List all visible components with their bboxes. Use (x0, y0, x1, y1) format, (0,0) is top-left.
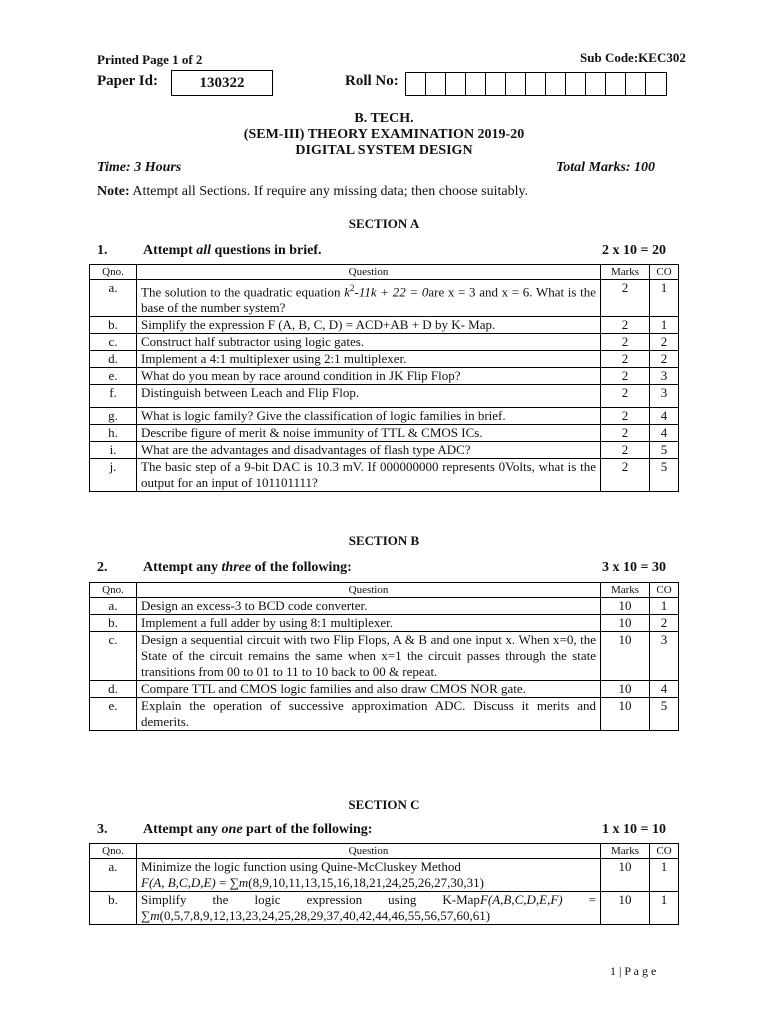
row-co: 1 (650, 317, 679, 334)
table-row (90, 632, 679, 681)
total-marks-label: Total Marks: 100 (556, 160, 656, 175)
row-question: Implement a full adder by using 8:1 multiplexer. (137, 615, 601, 632)
note (97, 184, 528, 200)
row-question: Design a sequential circuit with two Flip Flops, A & B and one input x. When x=0, the State of the circuit remains the same when x=1 the circuit passes through the state transitions from 00 to 01 to 11 to 10 back to 00 & repeat. (137, 632, 601, 681)
header-marks: Marks (601, 265, 650, 280)
row-co: 2 (650, 351, 679, 368)
row-question: Describe figure of merit & noise immunity of TTL & CMOS ICs. (137, 425, 601, 442)
instr-pre: Attempt any (143, 822, 222, 837)
row-co: 5 (650, 698, 679, 731)
section-b-marks: 3 x 10 = 30 (602, 560, 666, 575)
roll-no-box[interactable] (646, 73, 666, 95)
row-qno: d. (90, 681, 137, 698)
table-header-row (90, 844, 679, 859)
section-b-table (89, 582, 679, 731)
instr-em: three (221, 560, 252, 575)
row-marks: 10 (601, 698, 650, 731)
section-c-table (89, 843, 679, 925)
roll-no-box[interactable] (426, 73, 446, 95)
row-question: Simplify the logic expression using K-MapF(A,B,C,D,E,F) = ∑m(0,5,7,8,9,12,13,23,24,25,28,29,37,40,42,44,46,55,56,57,60,61) (137, 892, 601, 925)
roll-no-box[interactable] (406, 73, 426, 95)
row-marks: 2 (601, 280, 650, 317)
roll-no-box[interactable] (446, 73, 466, 95)
row-qno: e. (90, 698, 137, 731)
row-co: 1 (650, 892, 679, 925)
time-label: Time: 3 Hours (97, 160, 182, 175)
instr-em: one (221, 822, 243, 837)
row-qno: d. (90, 351, 137, 368)
row-marks: 10 (601, 598, 650, 615)
header-marks: Marks (601, 844, 650, 859)
instr-post: of the following: (251, 560, 352, 575)
degree-title: B. TECH. (354, 111, 414, 126)
row-qno: c. (90, 334, 137, 351)
row-qno: a. (90, 598, 137, 615)
row-question: The solution to the quadratic equation $k^2-11k + 22 = 0are$ x = 3 and x = 6. What is the base of the number system? (137, 280, 601, 317)
row-qno: h. (90, 425, 137, 442)
section-c-title: SECTION C (348, 797, 420, 812)
instr-post: questions in brief. (211, 243, 322, 258)
row-marks: 2 (601, 459, 650, 492)
row-qno: b. (90, 317, 137, 334)
header-question: Question (137, 265, 601, 280)
section-b-number: 2. (97, 560, 108, 575)
roll-no-box[interactable] (566, 73, 586, 95)
row-qno: f. (90, 385, 137, 408)
row-co: 3 (650, 368, 679, 385)
row-co: 5 (650, 459, 679, 492)
row-co: 3 (650, 385, 679, 408)
row-co: 3 (650, 632, 679, 681)
row-qno: b. (90, 615, 137, 632)
row-qno: g. (90, 408, 137, 425)
table-row (90, 385, 679, 408)
row-qno: j. (90, 459, 137, 492)
row-marks: 10 (601, 632, 650, 681)
roll-no-box[interactable] (526, 73, 546, 95)
header-qno: Qno. (90, 844, 137, 859)
row-marks: 2 (601, 425, 650, 442)
header-question: Question (137, 583, 601, 598)
header-co: CO (650, 265, 679, 280)
row-co: 4 (650, 681, 679, 698)
section-c-instruction (143, 822, 372, 838)
table-row (90, 334, 679, 351)
section-a-instruction (143, 243, 322, 259)
row-question: What are the advantages and disadvantages of flash type ADC? (137, 442, 601, 459)
table-row (90, 698, 679, 731)
row-marks: 2 (601, 408, 650, 425)
page-footer: 1 | P a g e (610, 964, 657, 978)
table-header-row (90, 265, 679, 280)
row-question: Minimize the logic function using Quine-McCluskey Method F(A, B,C,D,E) = ∑m(8,9,10,11,13,15,16,18,21,24,25,26,27,30,31) (137, 859, 601, 892)
instr-pre: Attempt (143, 243, 197, 258)
row-co: 1 (650, 598, 679, 615)
row-question: What is logic family? Give the classification of logic families in brief. (137, 408, 601, 425)
row-question: What do you mean by race around condition in JK Flip Flop? (137, 368, 601, 385)
row-question: Explain the operation of successive approximation ADC. Discuss it merits and demerits. (137, 698, 601, 731)
section-a-number: 1. (97, 243, 108, 258)
row-qno: c. (90, 632, 137, 681)
table-row (90, 317, 679, 334)
row-question: Compare TTL and CMOS logic families and also draw CMOS NOR gate. (137, 681, 601, 698)
section-c-number: 3. (97, 822, 108, 837)
section-b-title: SECTION B (348, 533, 420, 548)
header-co: CO (650, 844, 679, 859)
row-marks: 10 (601, 892, 650, 925)
row-co: 5 (650, 442, 679, 459)
table-row (90, 459, 679, 492)
table-row (90, 681, 679, 698)
section-a-title: SECTION A (348, 216, 420, 231)
row-marks: 2 (601, 442, 650, 459)
table-row (90, 280, 679, 317)
row-marks: 2 (601, 334, 650, 351)
table-row (90, 598, 679, 615)
table-row (90, 351, 679, 368)
table-row (90, 425, 679, 442)
table-row (90, 368, 679, 385)
header-marks: Marks (601, 583, 650, 598)
row-marks: 2 (601, 317, 650, 334)
row-qno: b. (90, 892, 137, 925)
row-co: 2 (650, 615, 679, 632)
row-question: Simplify the expression F (A, B, C, $D) = ACD+\overline{A}B + \overline{D}$ by K- Map. (137, 317, 601, 334)
table-row (90, 442, 679, 459)
row-marks: 10 (601, 681, 650, 698)
row-question: The basic step of a 9-bit DAC is 10.3 mV. If 000000000 represents 0Volts, what is the output for an input of 101101111? (137, 459, 601, 492)
sub-code: Sub Code:KEC302 (580, 50, 686, 65)
instr-em: all (196, 243, 212, 258)
roll-no-box[interactable] (546, 73, 566, 95)
row-co: 1 (650, 859, 679, 892)
section-a-marks: 2 x 10 = 20 (602, 243, 666, 258)
note-text: Attempt all Sections. If require any missing data; then choose suitably. (129, 184, 529, 199)
row-qno: i. (90, 442, 137, 459)
row-marks: 2 (601, 368, 650, 385)
row-question: Construct half subtractor using logic gates. (137, 334, 601, 351)
row-co: 2 (650, 334, 679, 351)
row-marks: 2 (601, 351, 650, 368)
section-b-instruction (143, 560, 352, 576)
table-header-row (90, 583, 679, 598)
paper-id-label: Paper Id: (97, 73, 158, 89)
roll-no-label: Roll No: (345, 73, 399, 89)
roll-no-box[interactable] (606, 73, 626, 95)
header-qno: Qno. (90, 265, 137, 280)
row-co: 4 (650, 408, 679, 425)
row-qno: e. (90, 368, 137, 385)
instr-post: part of the following: (242, 822, 373, 837)
row-marks: 10 (601, 615, 650, 632)
roll-no-box[interactable] (586, 73, 606, 95)
table-row (90, 859, 679, 892)
row-marks: 10 (601, 859, 650, 892)
row-co: 1 (650, 280, 679, 317)
table-row (90, 892, 679, 925)
row-marks: 2 (601, 385, 650, 408)
section-a-table (89, 264, 679, 492)
roll-no-box[interactable] (486, 73, 506, 95)
header-co: CO (650, 583, 679, 598)
header-question: Question (137, 844, 601, 859)
roll-no-box[interactable] (506, 73, 526, 95)
row-question: Design an excess-3 to BCD code converter. (137, 598, 601, 615)
row-qno: a. (90, 859, 137, 892)
table-row (90, 408, 679, 425)
paper-id-value: 130322 (171, 70, 273, 96)
roll-no-box[interactable] (626, 73, 646, 95)
printed-page: Printed Page 1 of 2 (97, 52, 203, 67)
instr-pre: Attempt any (143, 560, 222, 575)
row-qno: a. (90, 280, 137, 317)
row-question: Implement a 4:1 multiplexer using 2:1 multiplexer. (137, 351, 601, 368)
roll-no-boxes (405, 72, 667, 96)
section-c-marks: 1 x 10 = 10 (602, 822, 666, 837)
row-question: Distinguish between Leach and Flip Flop. (137, 385, 601, 408)
header-qno: Qno. (90, 583, 137, 598)
roll-no-box[interactable] (466, 73, 486, 95)
row-co: 4 (650, 425, 679, 442)
exam-title: (SEM-III) THEORY EXAMINATION 2019-20 (243, 127, 525, 142)
note-label: Note: (97, 184, 130, 199)
table-row (90, 615, 679, 632)
subject-title: DIGITAL SYSTEM DESIGN (295, 143, 473, 158)
